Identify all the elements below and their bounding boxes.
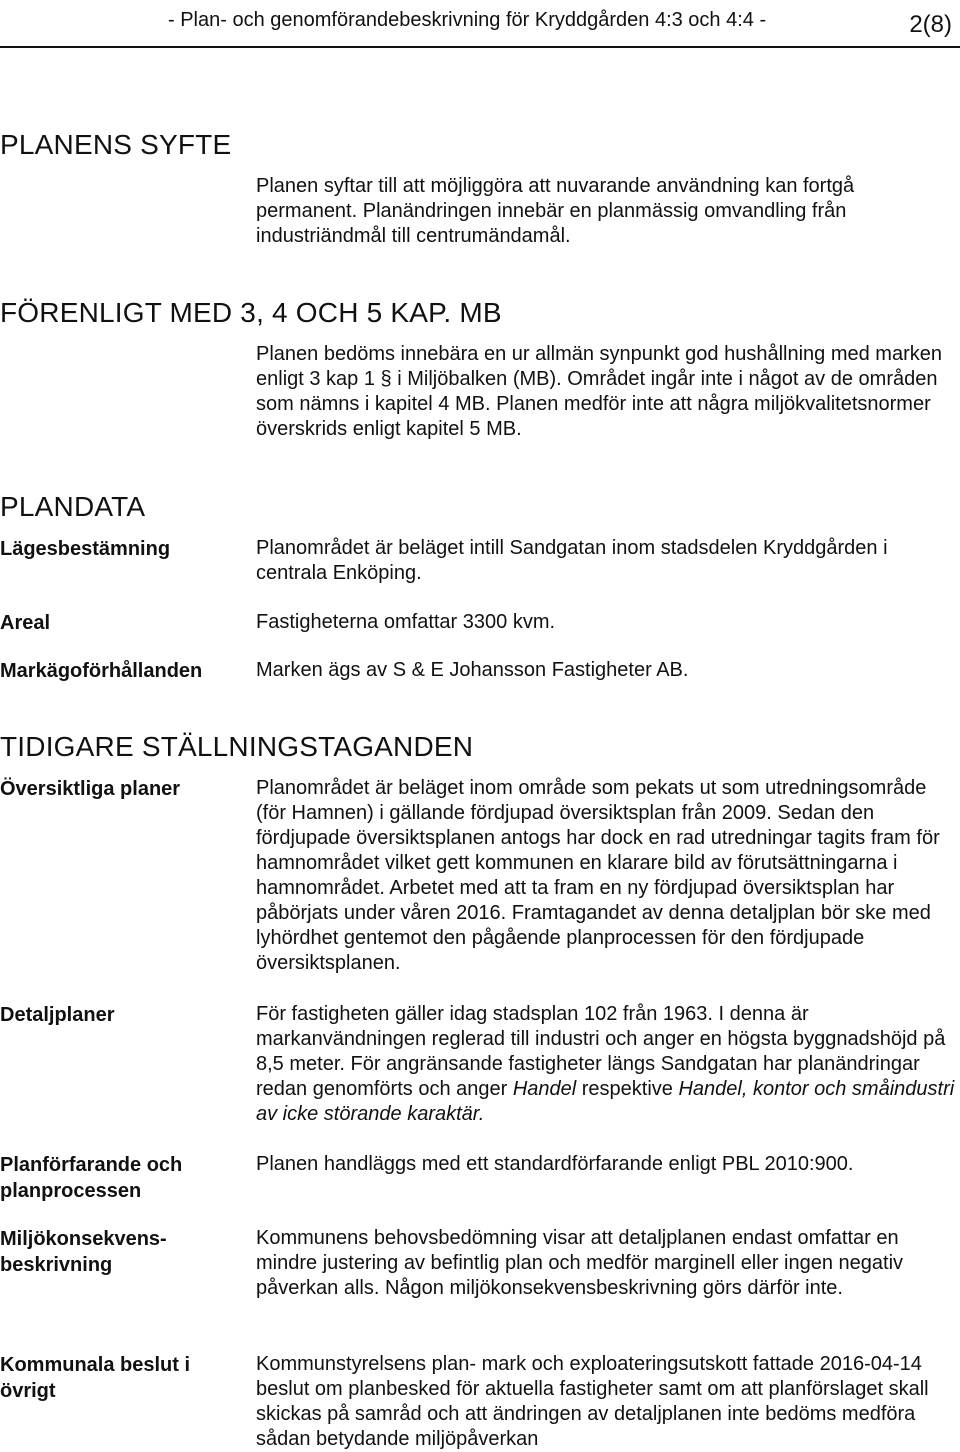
label-detaljplaner: Detaljplaner — [0, 1004, 115, 1026]
page-header — [0, 6, 960, 46]
text-miljokonsekvensbeskrivning: Kommunens behovsbedömning visar att detaljplanen endast omfattar en mindre justering av befintlig plan och medför marginell eller ingen negativ påverkan alls. Någon miljökonsekvensbeskrivning görs därför inte. — [256, 1227, 904, 1299]
detaljplaner-italic-b: Handel, kontor och småindustri av icke störande karaktär. — [256, 1078, 955, 1125]
detaljplaner-text-b: respektive — [576, 1078, 679, 1100]
detaljplaner-text-a: För fastigheten gäller idag stadsplan 102 från 1963. I denna är markanvändningen reglerad till industri och anger en högsta byggnadshöjd på 8,5 meter. För angränsande fastigheter längs Sandgatan har planändringar redan genomförts och anger — [256, 1003, 946, 1100]
page-number: 2(8) — [909, 11, 952, 38]
text-planforfarande: Planen handläggs med ett standardförfarande enligt PBL 2010:900. — [256, 1153, 854, 1175]
header-divider — [0, 46, 960, 48]
text-markagoforhallanden: Marken ägs av S & E Johansson Fastigheter AB. — [256, 659, 689, 681]
label-lagesbestamning: Lägesbestämning — [0, 538, 171, 560]
text-forenligt: Planen bedöms innebära en ur allmän synpunkt god hushållning med marken enligt 3 kap 1 § i Miljöbalken (MB). Området ingår inte i något av de områden som nämns i kapitel 4 MB. Planen medför inte att några miljökvalitetsnormer överskrids enligt kapitel 5 MB. — [256, 343, 942, 440]
heading-forenligt: FÖRENLIGT MED 3, 4 OCH 5 KAP. MB — [0, 297, 502, 328]
heading-tidigare-stallningstaganden: TIDIGARE STÄLLNINGSTAGANDEN — [0, 731, 474, 762]
text-oversiktliga-planer: Planområdet är beläget inom område som pekats ut som utredningsområde (för Hamnen) i gällande fördjupad översiktsplan från 2009. Sedan den fördjupade översiktsplanen antogs har dock en rad utredningar tagits fram för hamnområdet vilket gett kommunen en klarare bild av förutsättningarna i hamnområdet. Arbetet med att ta fram en ny fördjupad översiktsplan har påbörjats under våren 2016. Framtagandet av denna detaljplan bör ske med lyhördhet gentemot den pågående planprocessen för den fördjupade översiktsplanen. — [256, 777, 940, 974]
text-planens-syfte: Planen syftar till att möjliggöra att nuvarande användning kan fortgå permanent. Planändringen innebär en planmässig omvandling från industriändmål till centrumändamål. — [256, 175, 855, 247]
text-detaljplaner — [256, 1002, 956, 1127]
text-kommunala-beslut: Kommunstyrelsens plan- mark och exploateringsutskott fattade 2016-04-14 beslut om planbesked för aktuella fastigheter samt om att planförslaget skall skickas på samråd och att ändringen av detaljplanen inte bedöms medföra sådan betydande miljöpåverkan — [256, 1353, 929, 1450]
heading-planens-syfte: PLANENS SYFTE — [0, 129, 232, 160]
label-kommunala-beslut: Kommunala beslut i övrigt — [0, 1354, 191, 1402]
label-oversiktliga-planer: Översiktliga planer — [0, 778, 181, 800]
detaljplaner-italic-a: Handel — [512, 1078, 577, 1100]
label-markagoforhallanden: Markägoförhållanden — [0, 660, 203, 682]
heading-plandata: PLANDATA — [0, 491, 146, 522]
text-areal: Fastigheterna omfattar 3300 kvm. — [256, 611, 556, 633]
label-miljokonsekvensbeskrivning: Miljökonsekvens-beskrivning — [0, 1228, 167, 1276]
text-lagesbestamning: Planområdet är beläget intill Sandgatan inom stadsdelen Kryddgården i centrala Enköping. — [256, 537, 888, 584]
label-planforfarande: Planförfarande och planprocessen — [0, 1154, 183, 1202]
label-areal: Areal — [0, 612, 51, 634]
header-title: - Plan- och genomförandebeskrivning för Kryddgården 4:3 och 4:4 - — [168, 9, 767, 31]
